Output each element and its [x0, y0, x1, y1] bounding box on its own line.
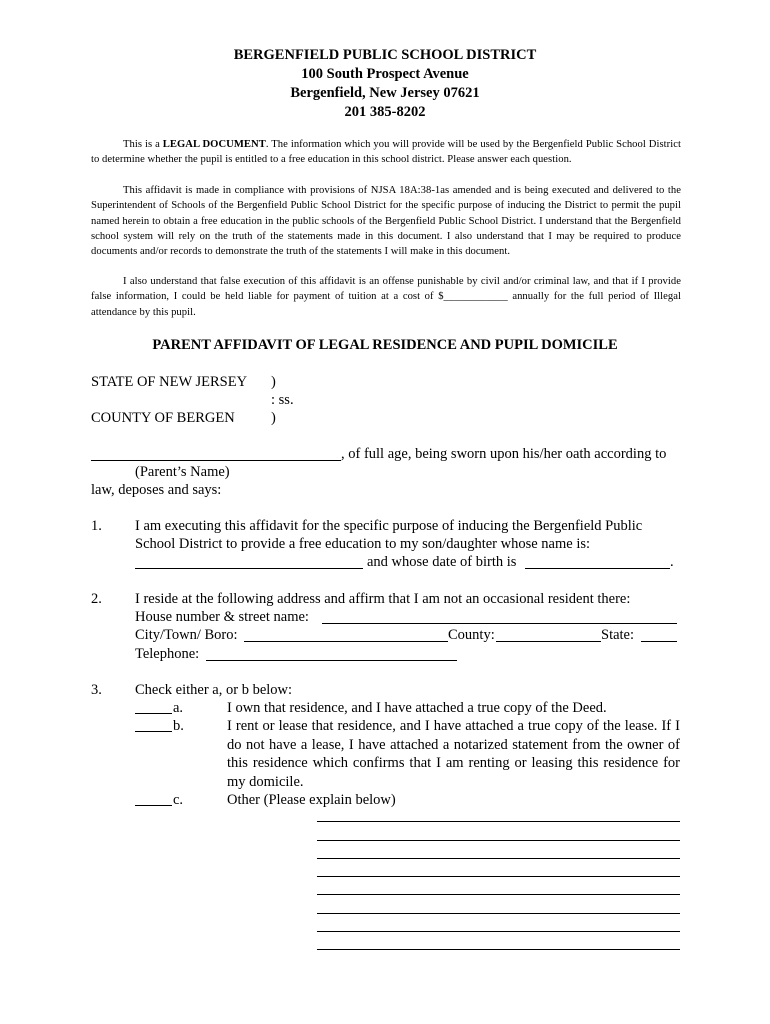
intro-paragraph-1 [91, 137, 681, 168]
affidavit-title: PARENT AFFIDAVIT OF LEGAL RESIDENCE AND PUPIL DOMICILE [152, 337, 618, 353]
explanation-line[interactable] [317, 949, 680, 950]
option-c-checkline[interactable] [135, 805, 172, 806]
option-a-letter: a. [173, 700, 184, 716]
explanation-line[interactable] [317, 840, 680, 841]
venue-paren-open: ) [271, 374, 276, 390]
county-field-label: County: [448, 627, 495, 643]
item-2-line-1: I reside at the following address and affirm that I am not an occasional resident there: [135, 591, 631, 607]
item-3-intro: Check either a, or b below: [135, 682, 293, 698]
intro-p1-rest: . The information which you will provide will be used by the Bergenfield Public School District to determine whether the pupil is entitled to a free education in this school district. Please answer each question. [91, 139, 681, 166]
item-1-line-2: School District to provide a free education to my son/daughter whose name is: [135, 536, 591, 552]
intro-paragraph-2: This affidavit is made in compliance with provisions of NJSA 18A:38-1as amended and is being executed and delivered to the Superintendent of Schools of the Bergenfield Public School District for the specific purpose of inducing the District to permit the pupil named herein to obtain a free education in the public schools of the Bergenfield Public School District. I understand that the Bergenfield school system will rely on the truth of the statements made in this document. I also understand that I may be required to produce documents and/or records to demonstrate the truth of the statements I will make in this document. [91, 185, 681, 258]
explanation-line[interactable] [317, 894, 680, 895]
oath-line-2: law, deposes and says: [91, 482, 222, 498]
explanation-line[interactable] [317, 931, 680, 932]
parent-name-field[interactable] [91, 460, 341, 461]
student-name-field[interactable] [135, 568, 363, 569]
state-label: STATE OF NEW JERSEY [91, 374, 248, 390]
venue-ss: : ss. [271, 392, 294, 408]
county-field[interactable] [496, 641, 601, 642]
item-1-line-1: I am executing this affidavit for the specific purpose of inducing the Bergenfield Public [135, 518, 643, 534]
option-c-letter: c. [173, 792, 184, 808]
district-street: 100 South Prospect Avenue [301, 66, 469, 82]
item-2-number: 2. [91, 591, 102, 607]
house-street-field[interactable] [322, 623, 677, 624]
option-b-letter: b. [173, 718, 184, 734]
oath-text: , of full age, being sworn upon his/her oath according to [341, 446, 667, 462]
telephone-label: Telephone: [135, 646, 200, 662]
explanation-line[interactable] [317, 858, 680, 859]
option-b-checkline[interactable] [135, 731, 172, 732]
city-field[interactable] [244, 641, 448, 642]
explanation-line[interactable] [317, 876, 680, 877]
option-b-text: I rent or lease that residence, and I have attached a true copy of the lease. If I do not have a lease, I have attached a notarized statement from the owner of this residence which confirms that I am renting or leasing this residence for my domicile. [227, 718, 680, 790]
dob-period: . [670, 554, 674, 570]
letterhead [0, 46, 770, 122]
item-3-number: 3. [91, 682, 102, 698]
option-a-text: I own that residence, and I have attached a true copy of the Deed. [227, 700, 607, 716]
district-city: Bergenfield, New Jersey 07621 [290, 85, 480, 101]
state-field-label: State: [601, 627, 635, 643]
item-1-number: 1. [91, 518, 102, 534]
telephone-field[interactable] [206, 660, 457, 661]
district-phone: 201 385-8202 [344, 104, 426, 120]
legal-document-label: LEGAL DOCUMENT [162, 139, 266, 150]
intro-p1-start: This is a [123, 139, 163, 150]
date-of-birth-field[interactable] [525, 568, 670, 569]
city-label: City/Town/ Boro: [135, 627, 238, 643]
option-a-checkline[interactable] [135, 713, 172, 714]
state-field[interactable] [641, 641, 677, 642]
dob-label: and whose date of birth is [367, 554, 517, 570]
intro-paragraph-3: I also understand that false execution of this affidavit is an offense punishable by civil and/or criminal law, and that if I provide false information, I could be held liable for payment of tuition at a cost of $____________ annually for the full period of Illegal attendance by this pupil. [91, 276, 681, 318]
house-street-label: House number & street name: [135, 609, 309, 625]
option-c-text: Other (Please explain below) [227, 792, 396, 808]
district-name: BERGENFIELD PUBLIC SCHOOL DISTRICT [233, 47, 537, 63]
parent-name-caption: (Parent’s Name) [135, 464, 230, 480]
explanation-line[interactable] [317, 913, 680, 914]
county-label: COUNTY OF BERGEN [91, 410, 235, 426]
venue-paren-close: ) [271, 410, 276, 426]
explanation-line[interactable] [317, 821, 680, 822]
